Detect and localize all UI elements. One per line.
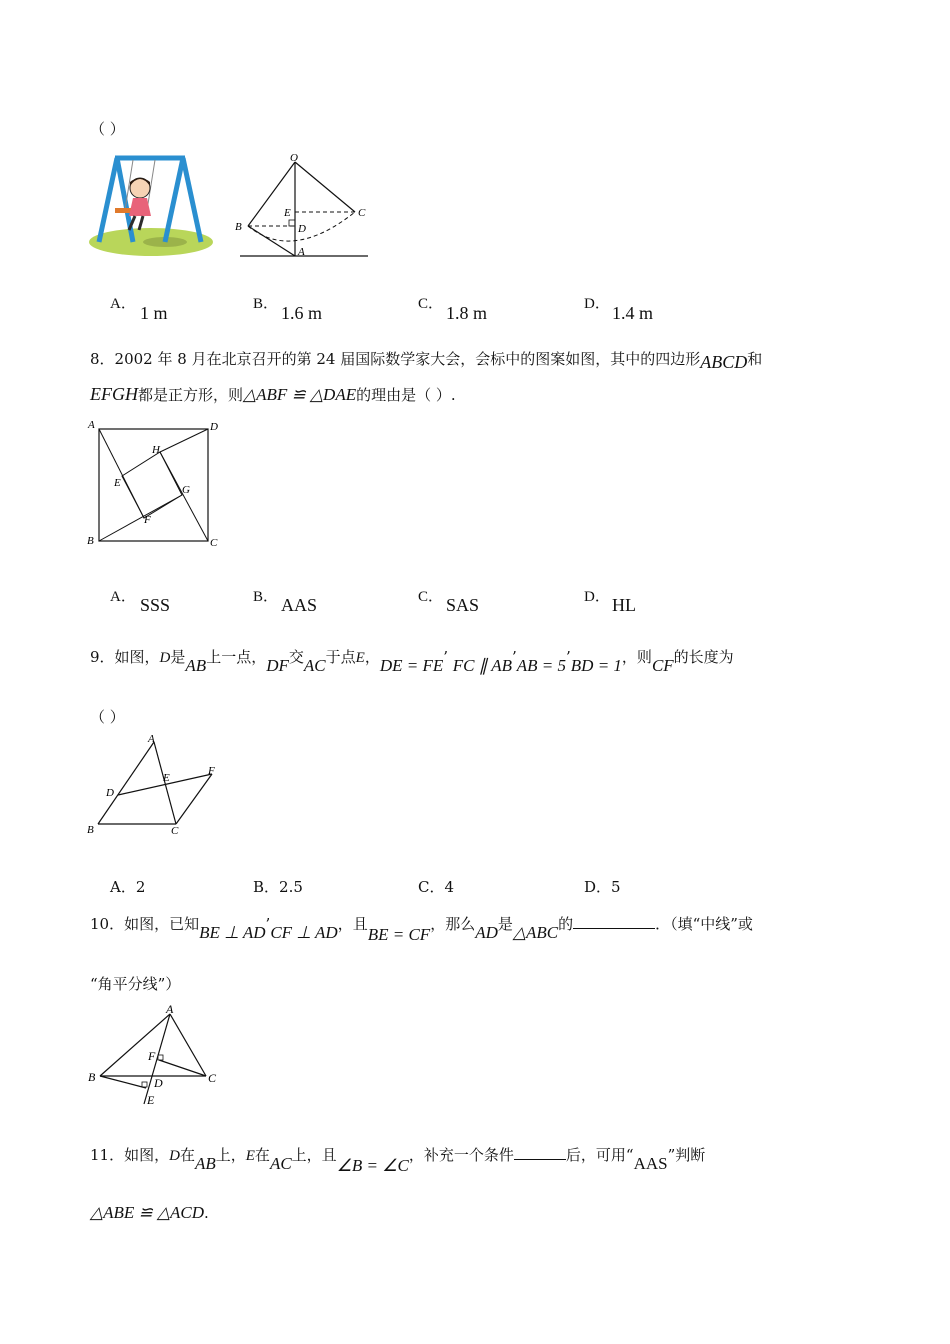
q9-math-cf: CF bbox=[651, 656, 674, 675]
q11-text: 11．如图， bbox=[90, 1146, 170, 1164]
fig7-label-E: E bbox=[284, 207, 291, 219]
q10-cond-be-perp-ad: BE ⊥ AD bbox=[199, 923, 266, 942]
q9-cond-bd-1: BD = 1 bbox=[570, 656, 622, 675]
q7-option-d-value: 1.4 m bbox=[612, 303, 654, 323]
q9-text: 的长度为 bbox=[673, 648, 734, 666]
q11-math-ac: AC bbox=[269, 1154, 292, 1173]
girl-leg-2 bbox=[139, 216, 143, 230]
q9-text: ，则 bbox=[621, 648, 652, 666]
q11-text: . bbox=[204, 1204, 209, 1222]
q8-option-c: C． bbox=[418, 589, 444, 605]
fig7-label-C: C bbox=[358, 207, 366, 219]
q11-math-ab: AB bbox=[194, 1154, 216, 1173]
q8-text-1: 8．2002 年 8 月在北京召开的第 24 届国际数学家大会，会标中的图案如图，其中的四边形 bbox=[90, 350, 701, 368]
q9-option-d: D．5 bbox=[584, 878, 621, 896]
q9-math-ac: AC bbox=[303, 656, 326, 675]
q9-math-df: DF bbox=[266, 656, 289, 675]
q7-option-a bbox=[110, 292, 136, 313]
q7-option-d bbox=[584, 292, 610, 313]
q8-text-2: 都是正方形，则 bbox=[138, 386, 244, 404]
fig8-label-F: F bbox=[144, 514, 151, 526]
swing-frame-right-b bbox=[183, 158, 201, 242]
q9-option-c: C．4 bbox=[418, 878, 455, 896]
q9-cond-fc-parallel-ab: FC ∥ AB bbox=[452, 656, 512, 675]
q9-answer-paren: （ ） bbox=[90, 708, 125, 726]
fig9-label-A: A bbox=[148, 733, 155, 745]
fig10-label-F: F bbox=[148, 1049, 156, 1063]
q8-option-d: D． bbox=[584, 589, 610, 605]
option-letter: C． bbox=[418, 296, 444, 312]
option-letter: A． bbox=[110, 296, 136, 312]
q9-text: 9．如图， bbox=[90, 648, 160, 666]
q8-option-a-value: SSS bbox=[140, 595, 171, 615]
q8-option-a: A． bbox=[110, 589, 136, 605]
q7-option-a-value: 1 m bbox=[140, 303, 168, 323]
q8-option-b-value: AAS bbox=[281, 595, 318, 615]
q11-aas-label: AAS bbox=[633, 1154, 668, 1173]
q8-math-congruence: △ABF ≌ △DAE bbox=[243, 385, 357, 404]
q9-math-ab: AB bbox=[185, 656, 207, 675]
fig9-label-F: F bbox=[208, 765, 215, 777]
q9-text: ， bbox=[364, 648, 380, 666]
q8-line-1 bbox=[90, 348, 763, 372]
fig10-label-E: E bbox=[147, 1093, 155, 1107]
q8-line-2 bbox=[90, 384, 456, 405]
q10-text: ．（填“中线”或 bbox=[655, 915, 753, 933]
q8-and: 和 bbox=[747, 350, 763, 368]
q8-math-abcd: ABCD bbox=[700, 352, 748, 372]
q11-line-2 bbox=[90, 1203, 209, 1223]
q8-math-efgh: EFGH bbox=[90, 384, 138, 404]
q8-option-b: B． bbox=[253, 589, 279, 605]
q9-cond-de-fe: DE = FE bbox=[379, 656, 444, 675]
q10-text: 10．如图，已知 bbox=[90, 915, 200, 933]
q7-geometry-figure bbox=[232, 150, 372, 260]
fig8-label-A: A bbox=[88, 419, 95, 431]
q9-text: 交 bbox=[288, 648, 304, 666]
q9-triangle-figure bbox=[84, 732, 224, 842]
fig8-label-H: H bbox=[152, 444, 160, 456]
q11-text: 在 bbox=[254, 1146, 270, 1164]
fig9-label-E: E bbox=[163, 772, 170, 784]
q9-cond-ab-5: AB = 5 bbox=[516, 656, 566, 675]
fig8-label-D: D bbox=[210, 421, 218, 433]
q11-text: ”判断 bbox=[667, 1146, 706, 1164]
option-letter: D． bbox=[584, 296, 610, 312]
q8-option-d-value: HL bbox=[612, 595, 636, 615]
swing-frame-left-a bbox=[99, 158, 117, 242]
q9-option-b: B．2.5 bbox=[253, 878, 303, 896]
q7-answer-paren: （ ） bbox=[90, 120, 125, 138]
q10-line-1: 10．如图，已知BE ⊥ AD’CF ⊥ AD，且BE = CF，那么AD是△ABC的 ．（填“中线”或 bbox=[90, 915, 753, 944]
q10-triangle-figure bbox=[84, 1000, 224, 1110]
q9-text: 于点 bbox=[325, 648, 356, 666]
fig10-label-B: B bbox=[88, 1070, 96, 1084]
q10-cond-cf-perp-ad: CF ⊥ AD bbox=[270, 923, 338, 942]
q10-text: ，那么 bbox=[430, 915, 476, 933]
fig7-label-A: A bbox=[298, 246, 305, 258]
q11-math-e: E bbox=[245, 1148, 255, 1164]
q11-answer-blank[interactable] bbox=[514, 1159, 566, 1160]
option-letter: B． bbox=[253, 296, 279, 312]
fig7-label-B: B bbox=[235, 221, 242, 233]
q11-text: 在 bbox=[179, 1146, 195, 1164]
q9-option-a: A．2 bbox=[110, 878, 146, 896]
q10-line-2: “角平分线”） bbox=[90, 975, 181, 993]
fig7-label-D: D bbox=[298, 223, 306, 235]
fig9-label-C: C bbox=[171, 825, 179, 837]
q9-text: 上一点， bbox=[206, 648, 267, 666]
q9-text: 是 bbox=[170, 648, 186, 666]
swing-illustration bbox=[85, 150, 217, 260]
q10-text: ，且 bbox=[337, 915, 368, 933]
q10-math-ad: AD bbox=[475, 923, 498, 942]
q9-math-d: D bbox=[159, 650, 171, 666]
q11-line-1 bbox=[90, 1144, 706, 1175]
fig8-label-B: B bbox=[87, 535, 94, 547]
q11-text: 上，且 bbox=[291, 1146, 337, 1164]
q11-math-congruence: △ABE ≌ △ACD bbox=[90, 1203, 205, 1222]
q11-math-d: D bbox=[169, 1148, 180, 1164]
fig9-label-D: D bbox=[106, 787, 114, 799]
q7-option-c-value: 1.8 m bbox=[446, 303, 488, 323]
q7-option-b bbox=[253, 292, 278, 313]
q8-square-figure bbox=[84, 416, 224, 556]
q11-text: 上， bbox=[215, 1146, 246, 1164]
fig10-label-C: C bbox=[208, 1071, 217, 1085]
fig7-label-O: O bbox=[290, 152, 298, 164]
q10-text: 的 bbox=[558, 915, 574, 933]
fig8-label-C: C bbox=[210, 537, 218, 549]
q7-option-b-value: 1.6 m bbox=[281, 303, 323, 323]
q10-cond-be-eq-cf: BE = CF bbox=[367, 925, 431, 944]
fig8-label-G: G bbox=[182, 484, 190, 496]
girl-dress bbox=[129, 198, 151, 216]
fig8-label-E: E bbox=[114, 477, 121, 489]
q7-option-c bbox=[418, 292, 443, 313]
q8-option-c-value: SAS bbox=[446, 595, 480, 615]
q10-answer-blank[interactable] bbox=[573, 928, 655, 929]
q9-math-e: E bbox=[355, 650, 365, 666]
q8-text-3: 的理由是（ ）. bbox=[356, 386, 456, 404]
q10-math-triangle-abc: △ABC bbox=[512, 923, 559, 942]
q11-text: 后，可用“ bbox=[565, 1146, 634, 1164]
q11-cond-angle-b-eq-angle-c: ∠B = ∠C bbox=[336, 1156, 409, 1175]
fig10-label-D: D bbox=[154, 1076, 163, 1090]
q9-line-1: 9．如图，D是AB上一点，DF交AC于点E，DE = FE’ FC ∥ AB’AB = 5’BD = 1，则CF的长度为 bbox=[90, 648, 734, 675]
fig9-label-B: B bbox=[87, 824, 94, 836]
q11-text: ，补充一个条件 bbox=[408, 1146, 514, 1164]
fig10-label-A: A bbox=[166, 1002, 174, 1016]
q10-text: 是 bbox=[497, 915, 513, 933]
